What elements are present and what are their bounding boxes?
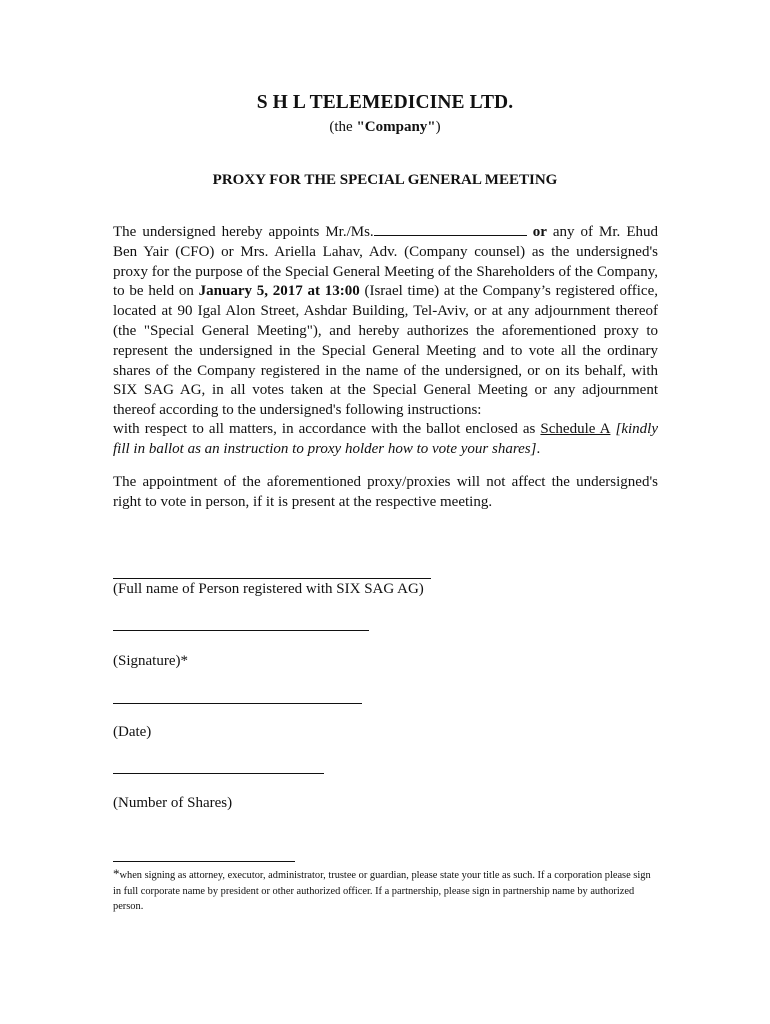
proxy-name-blank[interactable] — [374, 222, 527, 236]
meeting-date: January 5, 2017 at 13:00 — [198, 283, 360, 300]
full-name-line[interactable] — [113, 578, 431, 579]
date-line[interactable] — [113, 703, 362, 704]
subtitle-prefix: (the — [329, 119, 357, 135]
full-name-label: (Full name of Person registered with SIX SAG AG) — [113, 581, 424, 597]
instructions-text: with respect to all matters, in accordance with the ballot enclosed as — [113, 421, 541, 437]
instructions-paragraph — [113, 420, 658, 460]
appointment-paragraph — [113, 222, 658, 421]
signature-label: (Signature)* — [113, 653, 188, 669]
schedule-a-reference: Schedule A — [540, 421, 611, 437]
appointment-text-2: any of Mr. Ehud Ben Yair (CFO) or Mrs. Ariella Lahav, Adv. (Company counsel) as the undersigned's proxy for the purpose of the Special General Meeting of the Shareholders of the Company, to be held on — [113, 224, 658, 300]
number-of-shares-line[interactable] — [113, 773, 324, 774]
footnote-text: when signing as attorney, executor, administrator, trustee or guardian, please state your title as such. If a corporation please sign in full corporate name by president or other authorized officer. If a partnership, please sign in partnership name by authorized person. — [113, 870, 651, 912]
voting-rights-paragraph: The appointment of the aforementioned proxy/proxies will not affect the undersigned's right to vote in person, if it is present at the respective meeting. — [113, 474, 658, 510]
footnote-divider — [113, 861, 295, 862]
appointment-or: or — [526, 224, 547, 240]
number-of-shares-label: (Number of Shares) — [113, 795, 233, 811]
footnote — [113, 866, 661, 915]
instructions-end: . — [536, 440, 541, 457]
company-subtitle — [0, 119, 770, 136]
proxy-heading: PROXY FOR THE SPECIAL GENERAL MEETING — [212, 172, 558, 188]
footnote-star: * — [113, 866, 120, 881]
ballot-instruction: [kindly fill in ballot as an instruction to proxy holder how to vote your shares] — [113, 421, 658, 457]
company-title: S H L TELEMEDICINE LTD. — [256, 92, 514, 113]
subtitle-company: "Company" — [356, 119, 436, 135]
appointment-text-1: The undersigned hereby appoints Mr./Ms. — [113, 224, 374, 240]
appointment-text-3: (Israel time) at the Company’s registered office, located at 90 Igal Alon Street, Ashdar Building, Tel-Aviv, or at any adjournment thereof (the "Special General Meeting"), and hereby authorizes the aforementioned proxy to represent the undersigned in the Special General Meeting and to vote all the ordinary shares of the Company registered in the name of the undersigned, or on its behalf, with SIX SAG AG, in all votes taken at the Special General Meeting or any adjournment thereof according to the undersigned's following instructions: — [113, 283, 658, 419]
subtitle-suffix: ) — [435, 119, 441, 135]
date-label: (Date) — [113, 724, 152, 740]
signature-line[interactable] — [113, 630, 369, 631]
